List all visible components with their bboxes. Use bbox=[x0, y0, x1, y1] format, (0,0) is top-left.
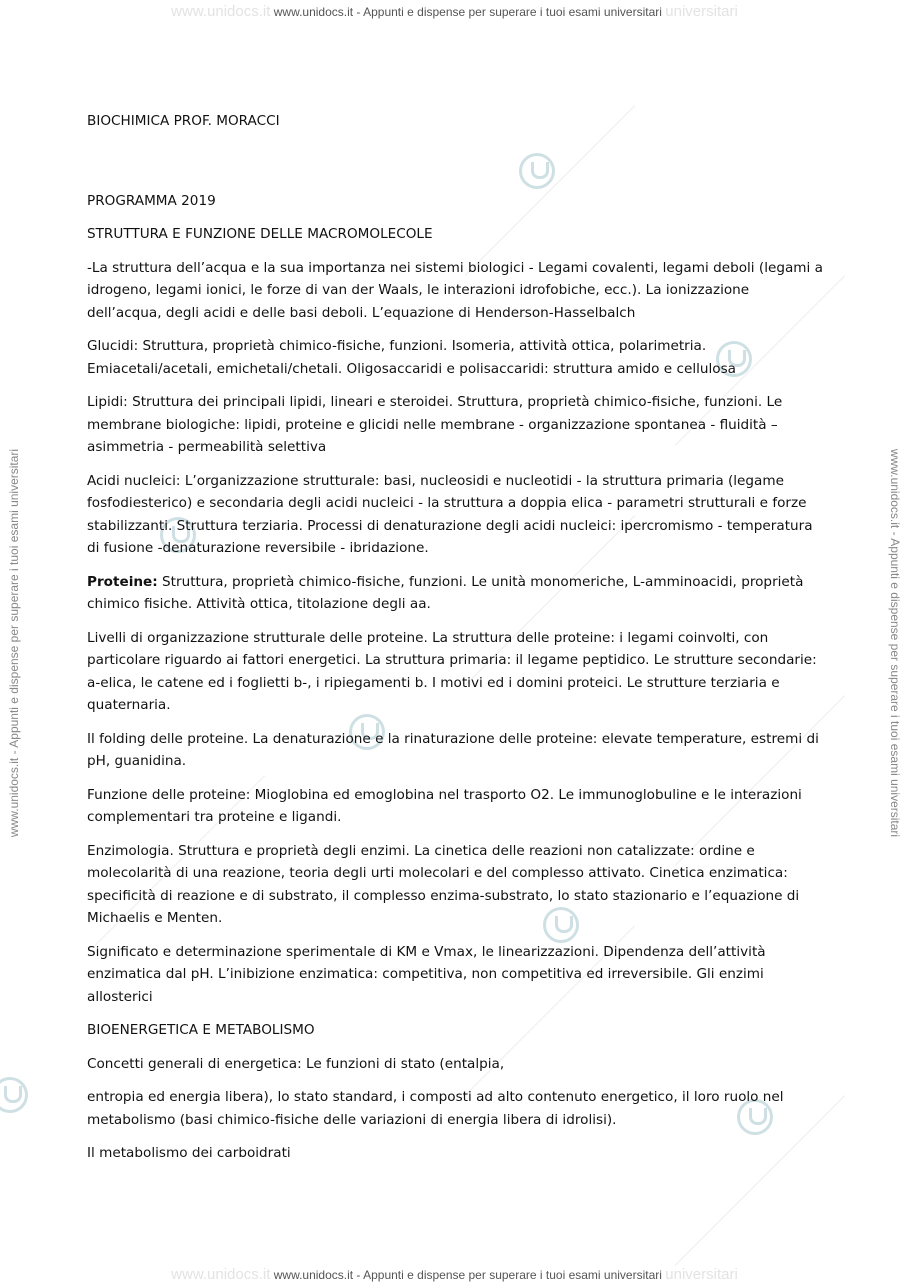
footer-watermark-ghost-left: www.unidocs.it bbox=[171, 1266, 271, 1283]
paragraph-livelli: Livelli di organizzazione strutturale delle proteine. La struttura delle proteine: i legami coinvolti, con particolare riguardo ai fattori energetici. La struttura primaria: il legame peptidico. Le strutture secondarie: a-elica, le catene ed i foglietti b-, i ripiegamenti b. I motivi ed i domini proteici. Le strutture terziaria e quaternaria. bbox=[87, 629, 817, 713]
watermark-logo-icon bbox=[0, 1077, 28, 1113]
paragraph-lipidi bbox=[87, 391, 827, 459]
glucidi-text: Struttura, proprietà chimico-fisiche, funzioni. Isomeria, attività ottica, polarimetria. Emiacetali/acetali, emichetali/chetali. Oligosaccaridi e polisaccaridi: struttura amido e cellulosa bbox=[87, 338, 737, 377]
paragraph-metabolismo-carboidrati: Il metabolismo dei carboidrati bbox=[87, 1145, 291, 1161]
paragraph-acidi-nucleici bbox=[87, 470, 827, 560]
program-heading: PROGRAMMA 2019 bbox=[87, 192, 216, 209]
lipidi-text: Struttura dei principali lipidi, lineari e steroidei. Struttura, proprietà chimico-fisiche, funzioni. Le membrane biologiche: lipidi, proteine e glicidi nelle membrane - organizzazione spontanea - fluidità – asimmetria - permeabilità selettiva bbox=[87, 394, 783, 455]
funzione-label: Funzione delle proteine: bbox=[87, 786, 251, 803]
proteine-label: Proteine: bbox=[87, 573, 158, 590]
header-watermark bbox=[0, 3, 909, 20]
proteine-text: Struttura, proprietà chimico-fisiche, funzioni. Le unità monomeriche, L-amminoacidi, proprietà chimico fisiche. Attività ottica, titolazione degli aa. bbox=[87, 573, 804, 612]
left-side-watermark: www.unidocs.it - Appunti e dispense per superare i tuoi esami universitari bbox=[7, 448, 21, 838]
lipidi-label: Lipidi: bbox=[87, 394, 128, 410]
glucidi-label: Glucidi: bbox=[87, 338, 139, 354]
paragraph-concetti: Concetti generali di energetica: Le funzioni di stato (entalpia, bbox=[87, 1055, 505, 1072]
section-heading-macromolecole: STRUTTURA E FUNZIONE DELLE MACROMOLECOLE bbox=[87, 226, 433, 242]
acidi-text: L’organizzazione strutturale: basi, nucleosidi e nucleotidi - la struttura primaria (legame fosfodiesterico) e secondaria degli acidi nucleici - la struttura a doppia elica - parametri strutturali e forze stabilizzanti. Struttura terziaria. Processi di denaturazione degli acidi nucleici: ipercromismo - temperatura di fusione -denaturazione reversibile - ibridazione. bbox=[87, 472, 813, 556]
footer-watermark-text: www.unidocs.it - Appunti e dispense per superare i tuoi esami universitari bbox=[273, 1268, 662, 1282]
section-heading-bioenergetica: BIOENERGETICA E METABOLISMO bbox=[87, 1022, 315, 1038]
paragraph-km-vmax: Significato e determinazione sperimentale di KM e Vmax, le linearizzazioni. Dipendenza dell’attività enzimatica dal pH. L’inibizione enzimatica: competitiva, non competitiva ed irreversibile. Gli enzimi allosterici bbox=[87, 943, 766, 1005]
paragraph-acqua: -La struttura dell’acqua e la sua importanza nei sistemi biologici - Legami covalenti, legami deboli (legami a idrogeno, legami ionici, le forze di van der Waals, le interazioni idrofobiche, ecc.). La ionizzazione dell’acqua, degli acidi e delle basi deboli. L’equazione di Henderson-Hasselbalch bbox=[87, 259, 823, 321]
header-watermark-ghost-right: universitari bbox=[665, 3, 738, 20]
header-watermark-ghost-left: www.unidocs.it bbox=[171, 3, 271, 20]
acidi-label: Acidi nucleici: bbox=[87, 472, 181, 489]
funzione-text: Mioglobina ed emoglobina nel trasporto O2. Le immunoglobuline e le interazioni complementari tra proteine e ligandi. bbox=[87, 786, 802, 825]
document-title: BIOCHIMICA PROF. MORACCI bbox=[87, 113, 280, 129]
right-side-watermark: www.unidocs.it - Appunti e dispense per superare i tuoi esami universitari bbox=[888, 448, 902, 838]
footer-watermark bbox=[0, 1266, 909, 1283]
paragraph-glucidi bbox=[87, 335, 827, 380]
header-watermark-text: www.unidocs.it - Appunti e dispense per superare i tuoi esami universitari bbox=[273, 5, 662, 19]
enzimologia-label: Enzimologia. bbox=[87, 842, 174, 859]
paragraph-funzione-proteine bbox=[87, 784, 827, 829]
paragraph-enzimologia bbox=[87, 840, 827, 930]
paragraph-proteine bbox=[87, 571, 827, 616]
footer-watermark-ghost-right: universitari bbox=[665, 1266, 738, 1283]
document-content bbox=[87, 110, 827, 1176]
paragraph-folding: Il folding delle proteine. La denaturazione e la rinaturazione delle proteine: elevate temperature, estremi di pH, guanidina. bbox=[87, 730, 819, 769]
paragraph-entropia: entropia ed energia libera), lo stato standard, i composti ad alto contenuto energetico, il loro ruolo nel metabolismo (basi chimico-fisiche delle variazioni di energia libera di idrolisi). bbox=[87, 1089, 784, 1128]
enzimologia-text: Struttura e proprietà degli enzimi. La cinetica delle reazioni non catalizzate: ordine e molecolarità di una reazione, teoria degli urti molecolari e del complesso attivato. Cinetica enzimatica: specificità di reazione e di substrato, il complesso enzima-substrato, lo stato stazionario e l’equazione di Michaelis e Menten. bbox=[87, 842, 800, 926]
